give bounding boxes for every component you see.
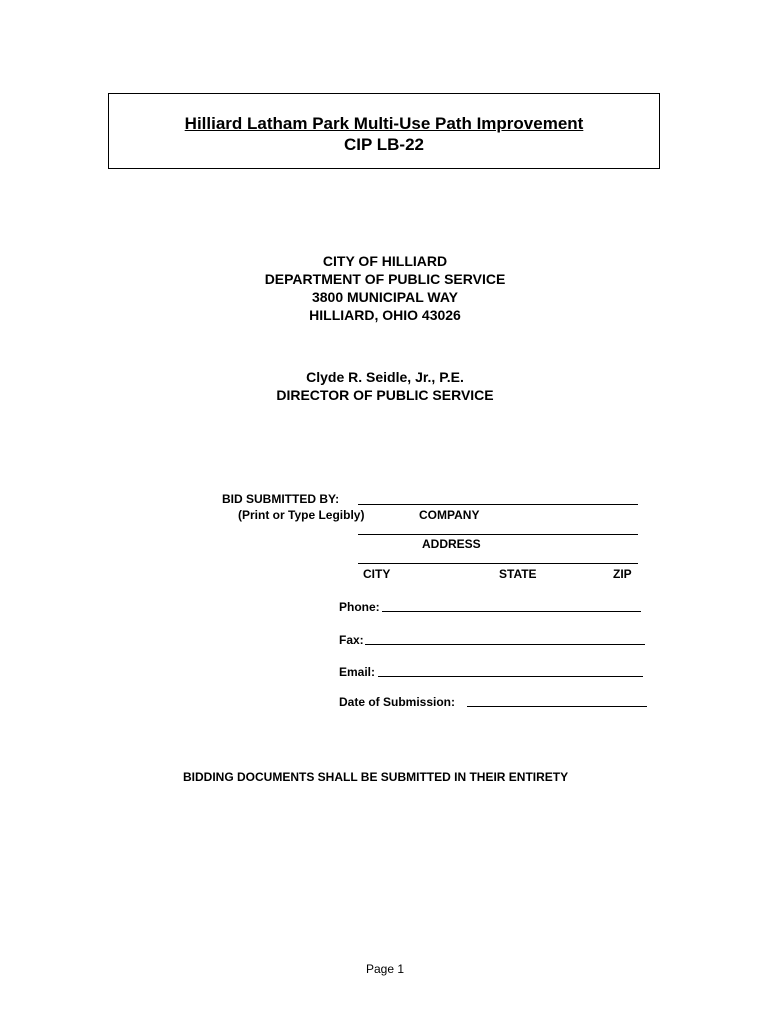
company-field[interactable] <box>358 504 638 505</box>
city-label: CITY <box>363 567 391 581</box>
submission-notice: BIDDING DOCUMENTS SHALL BE SUBMITTED IN THEIR ENTIRETY <box>183 770 569 784</box>
bid-submitted-by-label: BID SUBMITTED BY: <box>222 492 340 506</box>
phone-field[interactable] <box>382 611 641 612</box>
email-label: Email: <box>339 665 376 679</box>
director-name: Clyde R. Seidle, Jr., P.E. <box>306 369 464 385</box>
address-line-4: HILLIARD, OHIO 43026 <box>309 307 461 323</box>
print-note: (Print or Type Legibly) <box>238 508 365 522</box>
fax-label: Fax: <box>339 633 364 647</box>
project-code: CIP LB-22 <box>344 135 424 154</box>
project-title: Hilliard Latham Park Multi-Use Path Improvement <box>184 114 584 133</box>
address-field[interactable] <box>358 534 638 535</box>
phone-label: Phone: <box>339 600 380 614</box>
address-line-2: DEPARTMENT OF PUBLIC SERVICE <box>264 271 506 287</box>
director-title: DIRECTOR OF PUBLIC SERVICE <box>276 387 494 403</box>
address-line-1: CITY OF HILLIARD <box>322 253 448 269</box>
date-of-submission-field[interactable] <box>467 706 647 707</box>
date-of-submission-label: Date of Submission: <box>339 695 456 709</box>
city-state-zip-field[interactable] <box>358 563 638 564</box>
address-line-3: 3800 MUNICIPAL WAY <box>311 289 458 305</box>
zip-label: ZIP <box>613 567 632 581</box>
page-number: Page 1 <box>365 962 405 976</box>
fax-field[interactable] <box>365 644 645 645</box>
director-block <box>0 368 770 404</box>
email-field[interactable] <box>378 676 643 677</box>
state-label: STATE <box>499 567 537 581</box>
address-label: ADDRESS <box>422 537 481 551</box>
address-block <box>0 252 770 324</box>
title-box <box>108 93 660 169</box>
company-label: COMPANY <box>419 508 480 522</box>
